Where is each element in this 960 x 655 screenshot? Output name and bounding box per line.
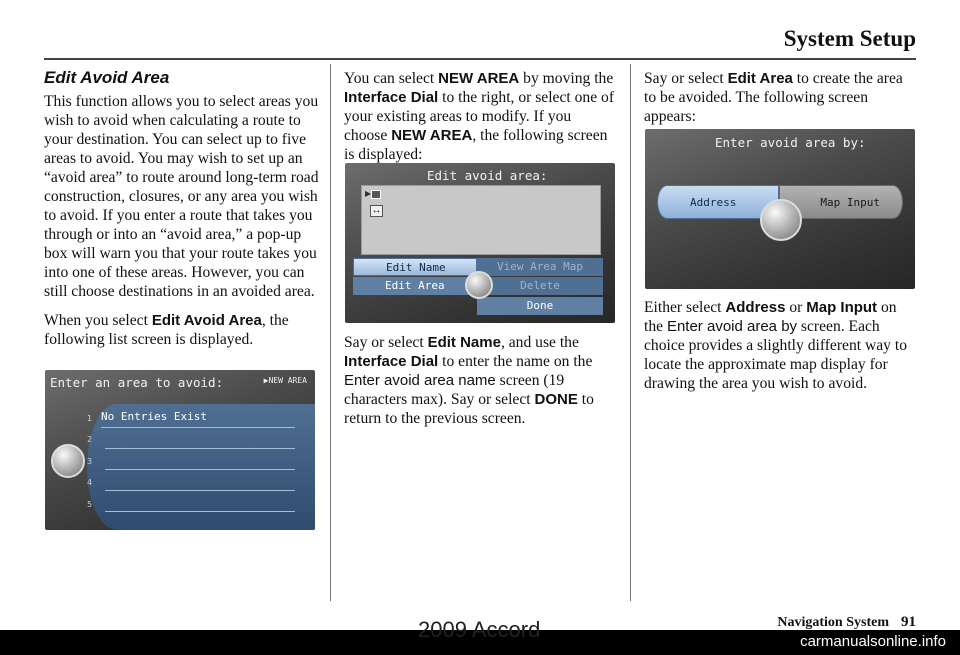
row-number: 2 [87, 435, 93, 444]
interface-dial-icon [465, 271, 493, 299]
row-number: 3 [87, 457, 93, 466]
list-item[interactable]: No Entries Exist [101, 410, 295, 428]
footer-label: Navigation System [777, 615, 889, 630]
row-number: 1 [87, 414, 93, 423]
list-screen-paragraph: When you select Edit Avoid Area, the following list screen is displayed. [44, 312, 289, 348]
page-header-title: System Setup [783, 26, 916, 51]
column-2-lower [344, 333, 618, 438]
view-area-map-button[interactable]: View Area Map [477, 258, 603, 276]
edit-avoid-area-screenshot [345, 163, 615, 323]
name-panel [361, 185, 601, 255]
edit-name-icon: ▶ [365, 189, 383, 198]
column-divider-1 [330, 64, 331, 601]
list-title: Enter an area to avoid: [50, 375, 224, 390]
column-2 [344, 69, 618, 174]
header-rule [44, 58, 916, 60]
avoid-area-list-screenshot [45, 370, 315, 530]
interface-dial-icon [760, 199, 802, 241]
list-item[interactable] [105, 452, 295, 470]
done-button[interactable]: Done [477, 297, 603, 315]
address-button[interactable]: Address [657, 185, 779, 219]
column-divider-2 [630, 64, 631, 601]
edit-name-paragraph: Say or select Edit Name, and use the Interface Dial to enter the name on the Enter avoid area name screen (19 characters max). Say or select DONE to return to the previous screen. [344, 334, 594, 427]
new-area-paragraph: You can select NEW AREA by moving the Interface Dial to the right, or select one of your existing areas to modify. If you choose NEW AREA, the following screen is displayed: [344, 70, 615, 163]
edit-area-icon: ↔ [371, 205, 382, 216]
play-arrow-icon: ▶ [263, 376, 269, 385]
list-item[interactable] [105, 431, 295, 449]
row-number: 5 [87, 500, 93, 509]
column-1 [44, 68, 320, 359]
watermark-model: 2009 Accord [418, 617, 541, 642]
list-item[interactable] [105, 494, 295, 512]
enter-by-title: Enter avoid area by: [715, 135, 866, 150]
enter-avoid-area-by-screenshot [645, 129, 915, 289]
column-3-lower [644, 298, 916, 403]
map-input-button[interactable]: Map Input [779, 185, 903, 219]
new-area-button[interactable]: ▶NEW AREA [263, 376, 307, 385]
address-map-paragraph: Either select Address or Map Input on the Enter avoid area by screen. Each choice provides a slightly different way to locate the approximate map display for drawing the area you wish to avoid. [644, 299, 907, 392]
watermark-site: carmanualsonline.info [800, 633, 946, 650]
list-item[interactable] [105, 473, 295, 491]
edit-title: Edit avoid area: [427, 168, 548, 183]
edit-area-button[interactable]: Edit Area [353, 277, 477, 295]
edit-area-paragraph: Say or select Edit Area to create the area to be avoided. The following screen appears: [644, 70, 903, 125]
delete-button[interactable]: Delete [477, 277, 603, 295]
edit-name-button[interactable]: Edit Name [353, 258, 477, 276]
interface-dial-icon [51, 444, 85, 478]
row-number: 4 [87, 478, 93, 487]
page-footer [777, 614, 916, 631]
column-3 [644, 69, 916, 136]
intro-paragraph: This function allows you to select areas you wish to avoid when calculating a route to your destination. You can select up to five areas to avoid. You may wish to set up an “avoid area” to route around long-term road construction, closures, or any area you wish to avoid. If you enter a route that takes you through or into an “avoid area,” a pop-up box will warn you that your route takes you into one of these areas. However, you can still choose destinations in an avoided area. [44, 93, 319, 300]
page-number: 91 [901, 614, 916, 630]
section-heading: Edit Avoid Area [44, 68, 170, 87]
